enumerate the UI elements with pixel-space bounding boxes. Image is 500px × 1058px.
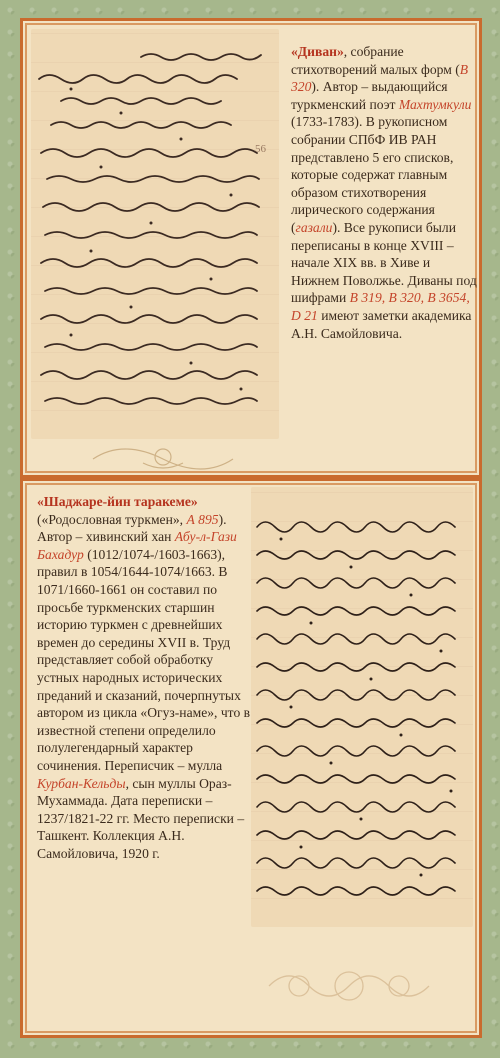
author-name: Махтумкули — [398, 96, 472, 112]
manuscript-image-shajare — [251, 487, 473, 927]
title-shajare: «Шаджаре-йин таракеме» — [37, 494, 198, 509]
author-name: Абу-л-Гази Бахадур — [37, 529, 237, 562]
description-shajare: «Шаджаре-йин таракеме» («Родословная туркмен», А 895). Автор – хивинский хан Абу-л-Гази Бахадур (1012/1074-/1603-1663), правил в 1054/1644-1074/1663. В 1071/1660-1661 он составил по просьбе туркменских старшин историю туркмен с древнейших времен до середины XVII в. Труд представляет собой обработку устных народных исторических преданий и сказаний, почерпнутых автором из цикла «Огуз-наме», что в известной степени определило полулегендарный характер сочинения. Переписчик – мулла Курбан-Кельды, сын муллы Ораз-Мухаммада. Дата переписки – 1237/1821-22 гг. Место переписки – Ташкент. Коллекция А.Н. Самойловича, 1920 г. — [37, 494, 251, 861]
manuscript-image-divan — [31, 29, 279, 439]
description-divan: «Диван», собрание стихотворений малых форм (В 320). Автор – выдающийся туркменский поэт Махтумкули (1733-1783). В рукописном собрании СПбФ ИВ РАН представлено 5 его списков, которые содержат главным образом стихотворения лирического содержания (газали). Все рукописи были переписаны в конце XVIII – начале XIX вв. в Хиве и Нижнем Поволжье. Диваны под шифрами В 319, В 320, В 3654, D 21 имеют заметки академика А.Н. Самойловича. — [291, 44, 477, 341]
genre-term: газали — [295, 219, 333, 235]
arabic-script-page — [251, 487, 473, 927]
manuscript-panel-divan — [20, 18, 482, 478]
floral-ornament — [259, 951, 439, 1021]
manuscript-panel-shajare — [20, 478, 482, 1038]
page-number: 56 — [255, 143, 266, 155]
manuscript-codes: В 319, В 320, В 3654, D 21 — [291, 290, 470, 323]
scribe-name: Курбан-Кельды — [37, 775, 126, 791]
arabic-script-page — [31, 29, 279, 439]
floral-ornament — [83, 439, 243, 473]
reference-code: В 320 — [291, 61, 469, 95]
reference-code: А 895 — [186, 511, 219, 527]
title-divan: «Диван» — [291, 44, 344, 59]
